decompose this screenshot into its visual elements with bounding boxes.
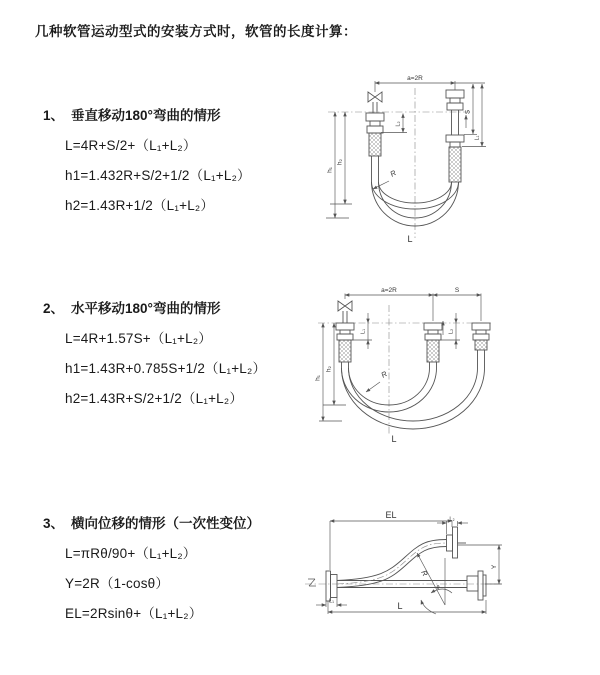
- hose-fitting-right: [472, 323, 490, 368]
- formula-line: h2=1.43R+1/2（L₁+L₂）: [65, 198, 215, 213]
- hose-fitting-right: [446, 90, 464, 182]
- valve-icon: [338, 301, 352, 323]
- hose-fitting-left: [336, 323, 354, 368]
- angle-callout: [421, 585, 452, 614]
- dim-label-r: R: [379, 369, 389, 380]
- dimension-l2: [381, 114, 407, 133]
- dim-label-l1: L₁: [329, 598, 334, 605]
- section-3-title: 横向位移的情形（一次性变位）: [71, 516, 261, 531]
- dimension-l1: [462, 84, 486, 147]
- dim-label-span: a=2R: [381, 287, 397, 294]
- dim-label-l1: L₁: [474, 135, 481, 141]
- formula-line: h1=1.432R+S/2+1/2（L₁+L₂）: [65, 168, 251, 183]
- formula-line: L=4R+1.57S+（L₁+L₂）: [65, 331, 212, 346]
- braid-sleeve: [369, 133, 381, 156]
- section-3-number: 3、: [43, 516, 65, 531]
- dim-label-theta: θ: [436, 585, 440, 591]
- section-3-formulas: [65, 539, 328, 629]
- dimension-l1: [316, 598, 347, 608]
- dim-label-h1: h₁: [326, 167, 334, 173]
- dim-label-span: a=2R: [407, 75, 423, 82]
- formula-line: L=πRθ/90+（L₁+L₂）: [65, 546, 197, 561]
- break-mark-icon: [308, 579, 316, 586]
- braid-sleeve: [449, 147, 461, 182]
- dimension-y: [458, 545, 502, 584]
- section-3: [43, 512, 328, 629]
- dimension-h2: [330, 112, 352, 204]
- dim-label-l: L: [397, 601, 403, 611]
- valve-icon: [368, 92, 382, 113]
- dim-label-l2: L₂: [449, 516, 455, 523]
- hose-fitting-middle: [424, 323, 442, 368]
- diagram-lateral-displacement: [300, 508, 600, 622]
- page-title: 几种软管运动型式的安装方式时，软管的长度计算：: [35, 24, 357, 39]
- section-2-number: 2、: [43, 301, 65, 316]
- section-1-formulas: [65, 131, 328, 221]
- dimension-span: [345, 287, 481, 321]
- dimension-s: [433, 287, 481, 295]
- dim-label-l1: L₁: [360, 329, 367, 334]
- dimension-l1: [352, 313, 372, 349]
- dimension-l: [328, 600, 486, 614]
- dim-label-s: S: [464, 109, 472, 115]
- formula-line: h1=1.43R+0.785S+1/2（L₁+L₂）: [65, 361, 267, 376]
- section-1: [43, 104, 328, 221]
- formula-line: EL=2Rsinθ+（L₁+L₂）: [65, 606, 203, 621]
- radius-callout: [373, 168, 398, 189]
- flange-left: [326, 571, 337, 601]
- dim-label-h1: h₁: [314, 375, 322, 381]
- diagram-horizontal-180-bend: [310, 283, 600, 451]
- section-1-heading: [43, 104, 328, 124]
- dim-label-y: Y: [491, 564, 498, 570]
- formula-line: h2=1.43R+S/2+1/2（L₁+L₂）: [65, 391, 244, 406]
- flange-right: [467, 571, 486, 600]
- braid-sleeve: [475, 340, 487, 350]
- dim-label-r: R: [388, 168, 398, 179]
- diagram-vertical-180-bend: [318, 60, 590, 262]
- section-2-title: 水平移动180°弯曲的情形: [71, 301, 221, 316]
- dim-label-l2: L₂: [395, 121, 402, 127]
- dim-label-s: S: [454, 287, 460, 294]
- dim-label-r: R: [419, 568, 430, 578]
- section-1-title: 垂直移动180°弯曲的情形: [71, 108, 221, 123]
- radius-callout: [417, 553, 445, 605]
- braid-sleeve: [339, 340, 351, 362]
- section-1-number: 1、: [43, 108, 65, 123]
- hose-fitting-left: [366, 113, 384, 182]
- dim-label-h2: h₂: [336, 158, 344, 166]
- hose-curves: [342, 368, 485, 429]
- braid-sleeve: [427, 340, 439, 362]
- section-2-heading: [43, 297, 328, 317]
- dim-label-l-total: L: [391, 434, 397, 444]
- formula-line: L=4R+S/2+（L₁+L₂）: [65, 138, 197, 153]
- formula-line: Y=2R（1-cosθ）: [65, 576, 170, 591]
- dimension-span: [375, 75, 485, 92]
- dim-label-l2: L₂: [448, 328, 455, 335]
- dim-label-h2: h₂: [325, 365, 333, 373]
- section-2: [43, 297, 328, 414]
- radius-callout: [366, 369, 389, 392]
- dim-label-el: EL: [385, 510, 397, 520]
- flange-top: [447, 527, 467, 558]
- section-3-heading: [43, 512, 328, 532]
- section-2-formulas: [65, 324, 328, 414]
- dimension-h2: [323, 323, 346, 405]
- dim-label-l-total: L: [407, 234, 413, 244]
